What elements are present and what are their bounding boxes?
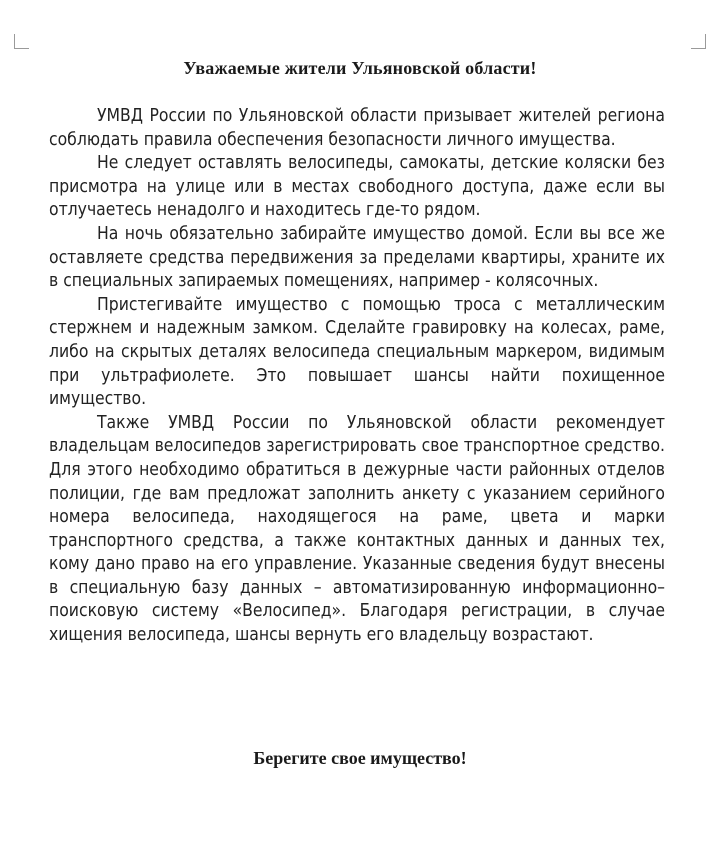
paragraph-locking-engraving: Пристегивайте имущество с помощью троса с металлическим стержнем и надежным замком. Сделайте гравировку на колесах, раме, либо на скрытых деталях велосипеда специальным маркером, видимым при ультрафиолете. Это повышает шансы найти похищенное имущество. [49, 294, 665, 410]
crop-mark-right [691, 34, 706, 49]
paragraph-night-storage: На ночь обязательно забирайте имущество домой. Если вы все же оставляете средства передвижения за пределами квартиры, храните их в специальных запираемых помещениях, например - колясочных. [49, 223, 665, 292]
paragraph-unattended: Не следует оставлять велосипеды, самокаты, детские коляски без присмотра на улице или в местах свободного доступа, даже если вы отлучаетесь ненадолго и находитесь где-то рядом. [49, 153, 665, 221]
document-body [49, 105, 665, 648]
paragraph-appeal: УМВД России по Ульяновской области призывает жителей региона соблюдать правила обеспечения безопасности личного имущества. [49, 106, 665, 150]
paragraph-registration: Также УМВД России по Ульяновской области рекомендует владельцам велосипедов зарегистрировать свое транспортное средство. Для этого необходимо обратиться в дежурные части районных отделов полиции, где вам предложат заполнить анкету с указанием серийного номера велосипеда, находящегося на раме, цвета и марки транспортного средства, а также контактных данных и данных тех, кому дано право на его управление. Указанные сведения будут внесены в специальную базу данных – автоматизированную информационно–поисковую систему «Велосипед». Благодаря регистрации, в случае хищения велосипеда, шансы вернуть его владельцу возрастают. [49, 412, 665, 646]
closing-line: Берегите свое имущество! [253, 748, 467, 768]
crop-mark-left [14, 34, 29, 49]
document-title: Уважаемые жители Ульяновской области! [183, 58, 537, 78]
